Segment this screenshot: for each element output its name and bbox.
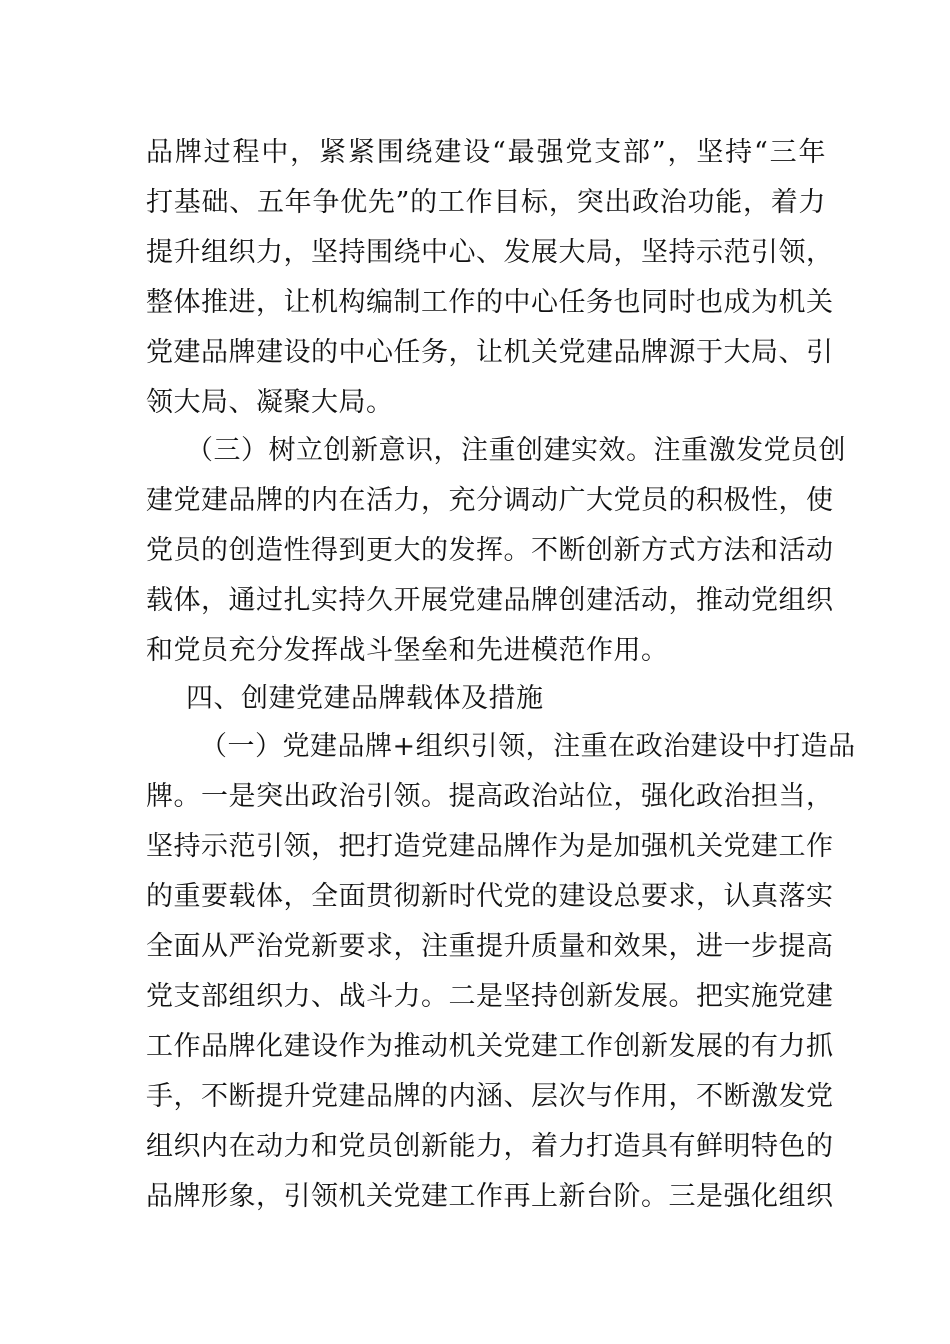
text-line: 品牌形象，引领机关党建工作再上新台阶。三是强化组织	[146, 1181, 834, 1212]
text-line: 载体，通过扎实持久开展党建品牌创建活动，推动党组织	[146, 585, 834, 616]
text-line: 党建品牌建设的中心任务，让机关党建品牌源于大局、引	[146, 337, 834, 368]
text-line: 提升组织力，坚持围绕中心、发展大局，坚持示范引领，	[146, 237, 834, 268]
text-line: 工作品牌化建设作为推动机关党建工作创新发展的有力抓	[146, 1031, 834, 1062]
text-line: 领大局、凝聚大局。	[146, 387, 394, 418]
text-line: 牌。一是突出政治引领。提高政治站位，强化政治担当，	[146, 781, 834, 812]
text-line: 党支部组织力、战斗力。二是坚持创新发展。把实施党建	[146, 981, 834, 1012]
text-line: 品牌过程中，紧紧围绕建设“最强党支部”，坚持“三年	[146, 137, 826, 168]
text-line: 全面从严治党新要求，注重提升质量和效果，进一步提高	[146, 931, 834, 962]
text-line: 党员的创造性得到更大的发挥。不断创新方式方法和活动	[146, 535, 834, 566]
section-heading-3: （三）树立创新意识，注重创建实效。注重激发党员创	[186, 435, 846, 466]
text-line: 打基础、五年争优先”的工作目标，突出政治功能，着力	[146, 187, 826, 218]
text-line: 整体推进，让机构编制工作的中心任务也同时也成为机关	[146, 287, 834, 318]
subsection-heading-1: （一）党建品牌+组织引领，注重在政治建设中打造品	[200, 731, 856, 762]
section-heading-4: 四、创建党建品牌载体及措施	[186, 683, 544, 714]
text-line: 坚持示范引领，把打造党建品牌作为是加强机关党建工作	[146, 831, 834, 862]
text-line: 和党员充分发挥战斗堡垒和先进模范作用。	[146, 635, 669, 666]
text-line: 组织内在动力和党员创新能力，着力打造具有鲜明特色的	[146, 1131, 834, 1162]
text-line: 的重要载体，全面贯彻新时代党的建设总要求，认真落实	[146, 881, 834, 912]
text-line: 手，不断提升党建品牌的内涵、层次与作用，不断激发党	[146, 1081, 834, 1112]
text-line: 建党建品牌的内在活力，充分调动广大党员的积极性，使	[146, 485, 834, 516]
